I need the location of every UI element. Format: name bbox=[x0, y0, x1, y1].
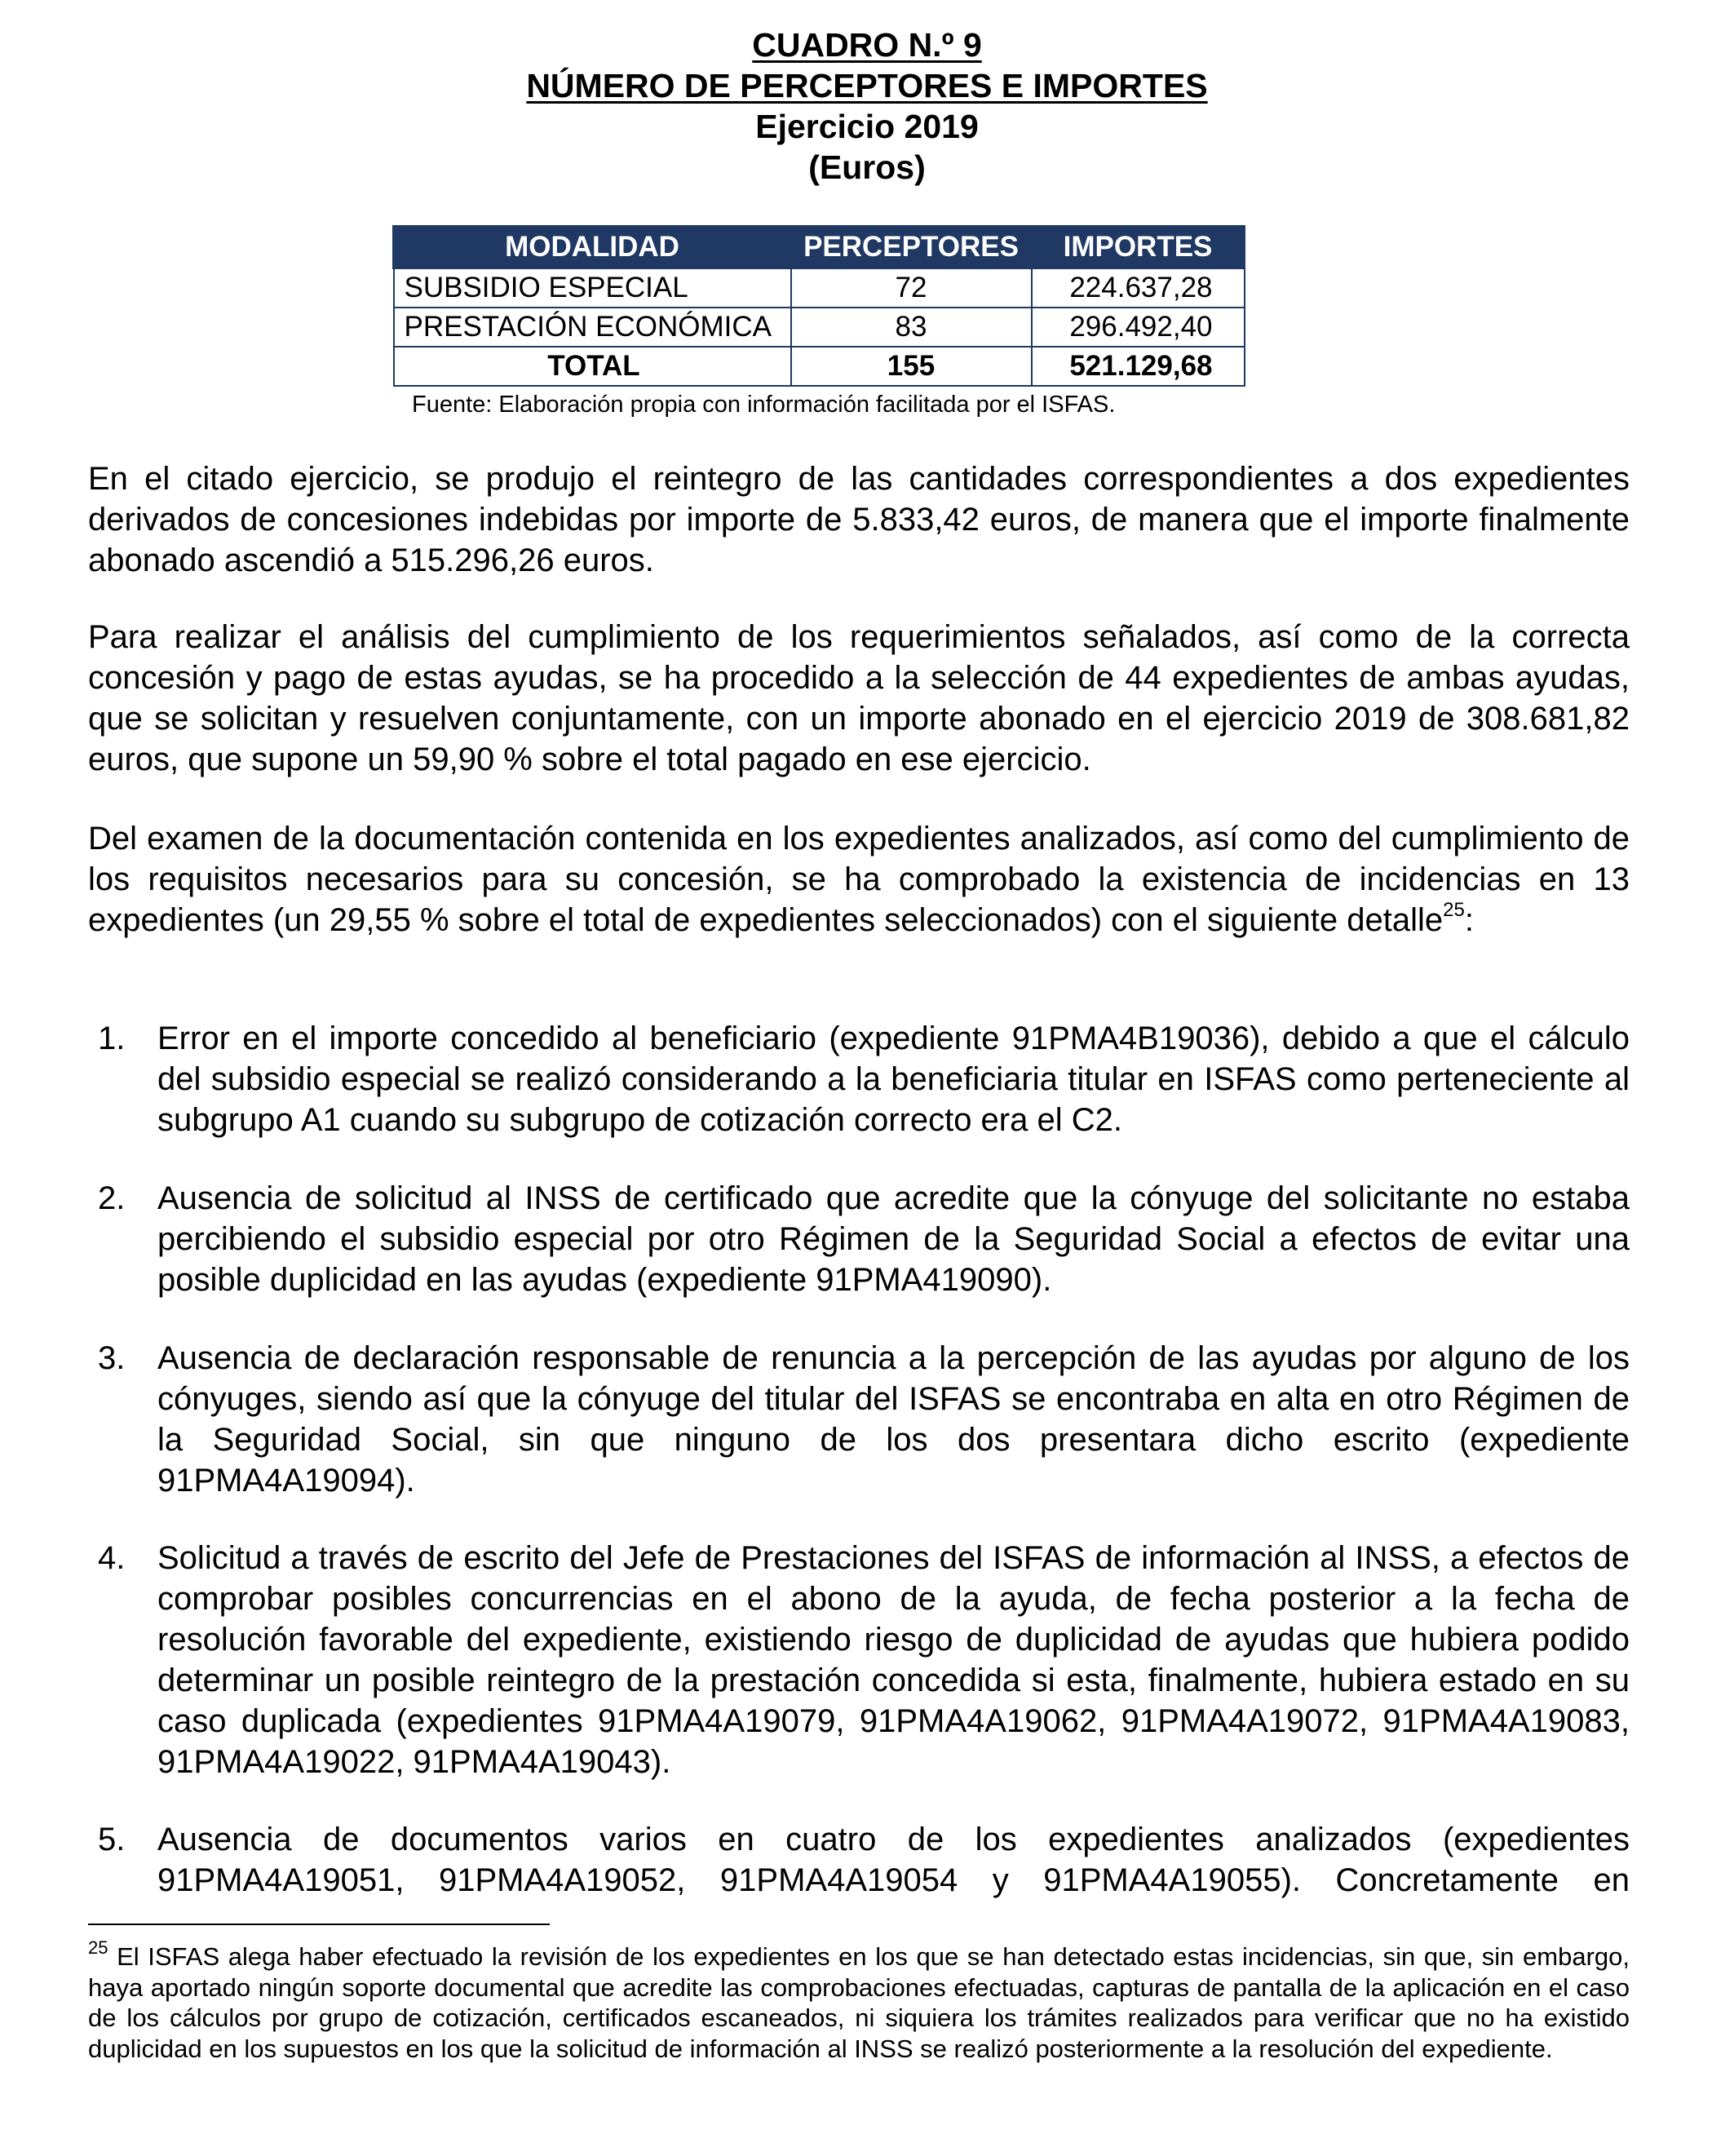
paragraph-examen-text: Del examen de la documentación contenida en los expedientes analizados, así como del cumplimiento de los requisitos necesarios para su concesión, se ha comprobado la existencia de incidencias en 13 expedientes (un 29,55 % sobre el total de expedientes seleccionados) con el siguiente detalle bbox=[88, 821, 1630, 938]
table-row bbox=[394, 268, 1245, 308]
list-item bbox=[88, 1819, 1630, 1901]
footnote-separator bbox=[88, 1924, 550, 1925]
paragraph-reintegro: En el citado ejercicio, se produjo el reintegro de las cantidades correspondientes a dos expedientes derivados de concesiones indebidas por importe de 5.833,42 euros, de manera que el importe finalmente abonado ascendió a 515.296,26 euros. bbox=[88, 461, 1630, 578]
column-header-importes: IMPORTES bbox=[1032, 227, 1245, 268]
table-number-title: CUADRO N.º 9 bbox=[752, 26, 982, 64]
cell-total-label: TOTAL bbox=[394, 347, 791, 386]
table-total-row bbox=[394, 347, 1245, 386]
footnote-text: El ISFAS alega haber efectuado la revisión de los expedientes en los que se han detectado estas incidencias, sin que, sin embargo, haya aportado ningún soporte documental que acredite las comprobaciones efectuadas, capturas de pantalla de la aplicación en el caso de los cálculos por grupo de cotización, certificados escaneados, ni siquiera los trámites realizados para verificar que no ha existido duplicidad en los supuestos en los que la solicitud de información al INSS se realizó posteriormente a la resolución del expediente. bbox=[88, 1942, 1630, 2063]
table-header-row bbox=[394, 227, 1245, 268]
table-row bbox=[394, 308, 1245, 347]
list-item-text: Error en el importe concedido al beneficiario (expediente 91PMA4B19036), debido a que el cálculo del subsidio especial se realizó considerando a la beneficiaria titular en ISFAS como perteneciente al subgrupo A1 cuando su subgrupo de cotización correcto era el C2. bbox=[157, 1020, 1630, 1138]
list-item-number: 1. bbox=[98, 1020, 126, 1056]
paragraph-examen bbox=[88, 818, 1630, 941]
cell-perceptores: 72 bbox=[791, 268, 1032, 308]
column-header-modalidad: MODALIDAD bbox=[394, 227, 791, 268]
list-item bbox=[88, 1538, 1630, 1782]
list-item-text: Solicitud a través de escrito del Jefe de Prestaciones del ISFAS de información al INSS, a efectos de comprobar posibles concurrencias en el abono de la ayuda, de fecha posterior a la fecha de resolución favorable del expediente, existiendo riesgo de duplicidad de ayudas que hubiera podido determinar un posible reintegro de la prestación concedida si esta, finalmente, hubiera estado en su caso duplicada (expedientes 91PMA4A19079, 91PMA4A19062, 91PMA4A19072, 91PMA4A19083, 91PMA4A19022, 91PMA4A19043). bbox=[157, 1540, 1630, 1780]
unit-label: (Euros) bbox=[808, 148, 926, 186]
list-item bbox=[88, 1338, 1630, 1501]
footnote-number: 25 bbox=[88, 1937, 108, 1958]
list-item-number: 2. bbox=[98, 1180, 126, 1216]
perceptores-table bbox=[392, 225, 1245, 387]
paragraph-analisis: Para realizar el análisis del cumplimiento de los requerimientos señalados, así como de la correcta concesión y pago de estas ayudas, se ha procedido a la selección de 44 expedientes de ambas ayudas, que se solicitan y resuelven conjuntamente, con un importe abonado en el ejercicio 2019 de 308.681,82 euros, que supone un 59,90 % sobre el total pagado en ese ejercicio. bbox=[88, 619, 1630, 777]
cell-importes: 296.492,40 bbox=[1032, 308, 1245, 347]
cell-total-perceptores: 155 bbox=[791, 347, 1032, 386]
cell-importes: 224.637,28 bbox=[1032, 268, 1245, 308]
period-label: Ejercicio 2019 bbox=[755, 108, 979, 145]
table-subtitle: NÚMERO DE PERCEPTORES E IMPORTES bbox=[526, 67, 1208, 104]
list-item-text: Ausencia de solicitud al INSS de certificado que acredite que la cónyuge del solicitante no estaba percibiendo el subsidio especial por otro Régimen de la Seguridad Social a efectos de evitar una posible duplicidad en las ayudas (expediente 91PMA419090). bbox=[157, 1180, 1630, 1298]
footnote bbox=[88, 1937, 1630, 2064]
column-header-perceptores: PERCEPTORES bbox=[791, 227, 1032, 268]
table-source-note: Fuente: Elaboración propia con información facilitada por el ISFAS. bbox=[412, 392, 1116, 418]
list-item-number: 4. bbox=[98, 1540, 126, 1576]
list-item bbox=[88, 1018, 1630, 1140]
list-item-number: 5. bbox=[98, 1822, 126, 1857]
title-block bbox=[0, 24, 1734, 188]
list-item-text: Ausencia de documentos varios en cuatro de los expedientes analizados (expedientes 91PMA4A19051, 91PMA4A19052, 91PMA4A19054 y 91PMA4A19055). Concretamente en bbox=[157, 1822, 1630, 1898]
cell-total-importes: 521.129,68 bbox=[1032, 347, 1245, 386]
list-item bbox=[88, 1178, 1630, 1300]
footnote-reference[interactable]: 25 bbox=[1443, 899, 1465, 921]
list-item-number: 3. bbox=[98, 1340, 126, 1376]
paragraph-examen-end: : bbox=[1464, 902, 1474, 938]
cell-perceptores: 83 bbox=[791, 308, 1032, 347]
cell-modalidad: PRESTACIÓN ECONÓMICA bbox=[394, 308, 791, 347]
cell-modalidad: SUBSIDIO ESPECIAL bbox=[394, 268, 791, 308]
list-item-text: Ausencia de declaración responsable de renuncia a la percepción de las ayudas por alguno de los cónyuges, siendo así que la cónyuge del titular del ISFAS se encontraba en alta en otro Régimen de la Seguridad Social, sin que ninguno de los dos presentara dicho escrito (expediente 91PMA4A19094). bbox=[157, 1340, 1630, 1499]
